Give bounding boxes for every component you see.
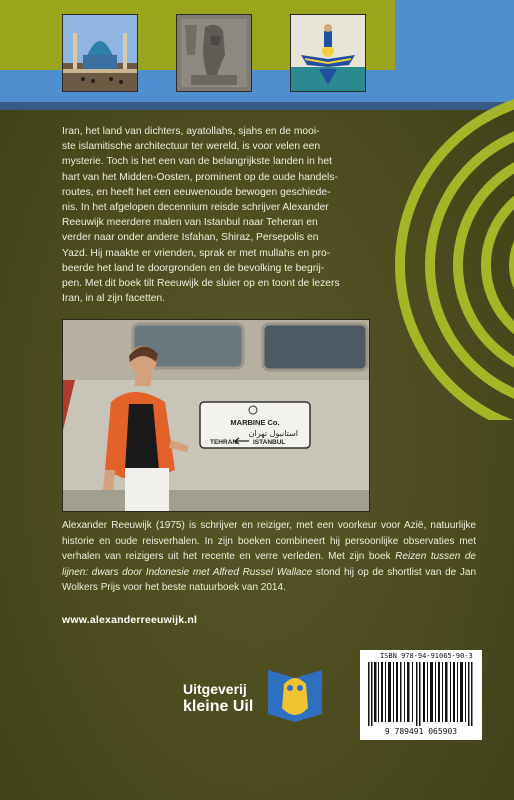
persepolis-relief-photo [176, 14, 252, 92]
barcode-digits: 9 789491 065903 [384, 727, 458, 736]
sign-istanbul: ISTANBUL [253, 439, 286, 446]
blurb-line: beerde het land te doorgronden en de bevolking te begrij- [62, 262, 325, 274]
blurb-line: pen. Met dit boek tilt Reeuwijk de sluier op en toont de lezers [62, 278, 340, 290]
author-photo [62, 319, 370, 512]
publisher-line2 [183, 698, 253, 716]
author-bio [62, 518, 476, 596]
blurb-line: mysterie. Toch is het een van de belangrijkste landen in het [62, 156, 332, 168]
blurb-line: ste islamitische architectuur ter wereld, is voor velen een [62, 141, 321, 153]
sign-tehran: TEHRAN [210, 439, 238, 446]
blurb-line: hart van het Midden-Oosten, prominent op de oude handels- [62, 171, 338, 183]
publisher-uil: Uil [232, 698, 254, 715]
barcode-bars [366, 662, 476, 726]
bio-text: Alexander Reeuwijk (1975) is schrijver en reiziger, met een voorkeur voor Azië, natuurlijke historie en oude reisverhalen. In zijn boeken combineert hij persoonlijke observaties met verhalen van reizigers uit het recente en verre verleden. Met zijn boek [62, 520, 476, 562]
blurb-line: Iran, het land van dichters, ayatollahs, sjahs en de mooi- [62, 126, 320, 137]
blurb-line: routes, en heeft het een eeuwenoude bewogen geschiede- [62, 186, 331, 198]
blurb-line: Reeuwijk meerdere malen van Istanbul naar Teheran en [62, 217, 318, 229]
blurb-line: Iran, in al zijn facetten. [62, 293, 166, 305]
faravahar-tile-photo [290, 14, 366, 92]
mosque-photo [62, 14, 138, 92]
sign-company: MARBINE Co. [230, 418, 280, 427]
publisher-line1: Uitgeverij [183, 681, 247, 697]
blurb-line: nis. In het afgelopen decennium reisde schrijver Alexander [62, 202, 329, 214]
train-sign [200, 402, 310, 448]
blurb-line: verder naar onder andere Isfahan, Shiraz, Persepolis en [62, 232, 319, 244]
owl-logo-icon [266, 664, 324, 724]
bio-text-end: stond hij op de shortlist van de Jan Wolkers Prijs voor het beste natuurboek van 2014. [62, 566, 477, 593]
isbn-label: ISBN 978-94-91065-90-3 [380, 652, 473, 660]
publisher-name [183, 680, 253, 716]
publisher-kleine: kleine [183, 698, 229, 715]
decorative-rings [360, 90, 514, 420]
back-cover-blurb [62, 124, 368, 306]
author-website: www.alexanderreeuwijk.nl [62, 614, 198, 626]
bio-book-title: Reizen tussen de lijnen: dwars door Indonesie met Alfred Russel Wallace [62, 551, 476, 578]
sign-arabic: استانبول تهران [248, 429, 298, 438]
blurb-line: Yazd. Hij maakte er vrienden, sprak er met mullahs en pro- [62, 247, 331, 259]
isbn-barcode [360, 650, 482, 740]
